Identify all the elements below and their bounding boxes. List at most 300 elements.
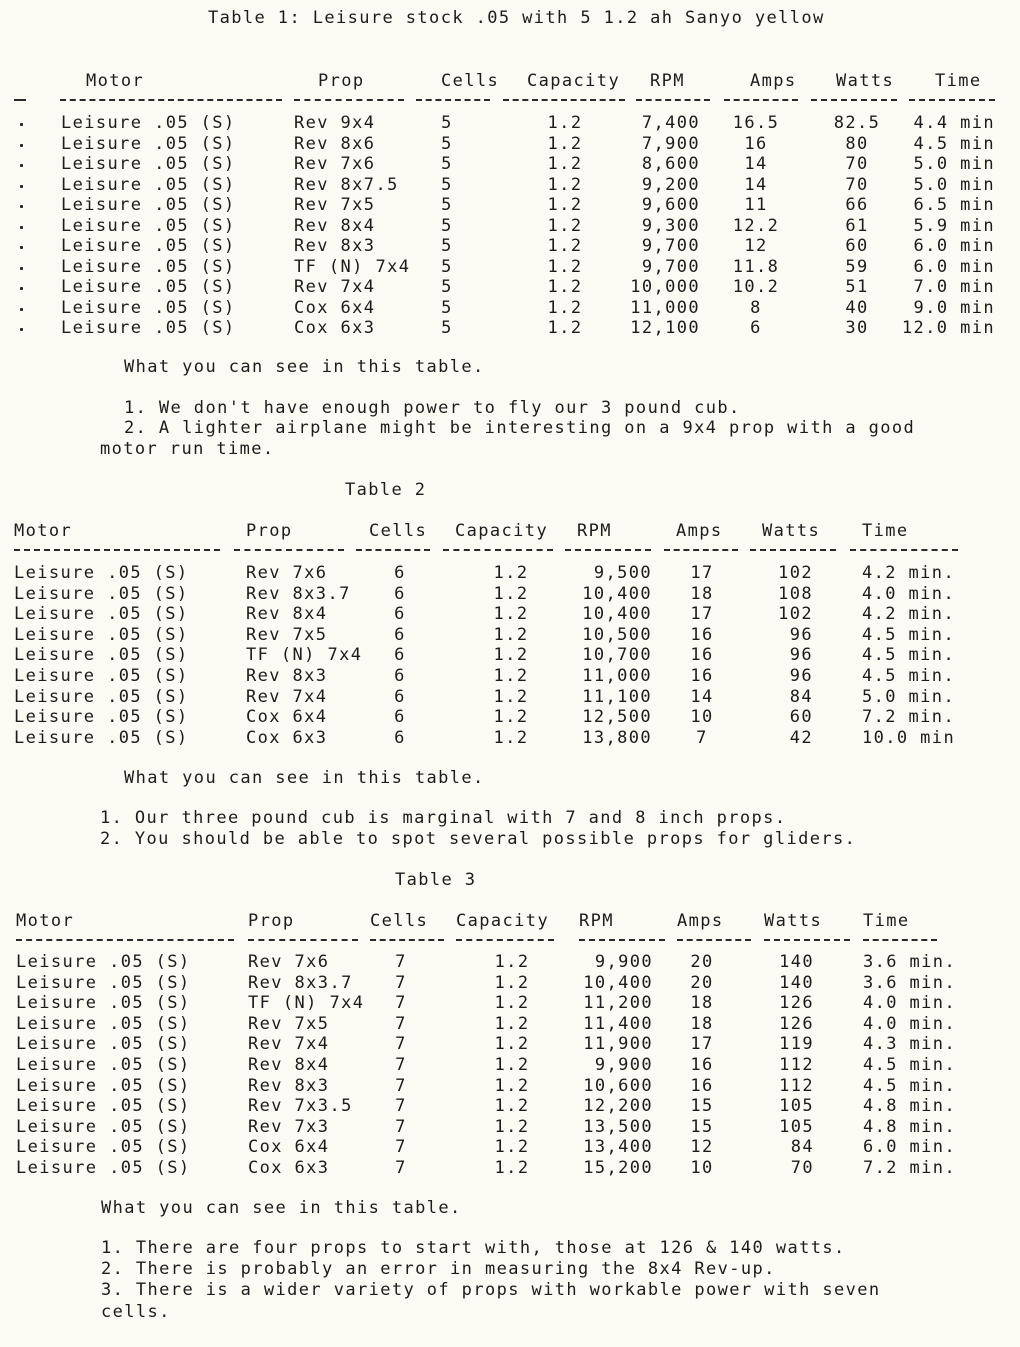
cell-time: 4.5 min. [863, 1055, 957, 1075]
table3-header-rule [677, 939, 751, 941]
cell-time: 4.8 min. [863, 1116, 957, 1137]
cell-watts: 82.5 [833, 113, 881, 133]
cell-motor: Leisure .05 (S) [14, 624, 189, 645]
cell-cells: 5 [441, 256, 453, 277]
cell-cells: 7 [395, 1075, 407, 1096]
cell-cells: 7 [395, 1034, 407, 1055]
table3-header-cells: Cells [370, 911, 429, 931]
cell-time: 4.0 min. [863, 993, 957, 1014]
table3-header-rpm: RPM [579, 911, 614, 931]
cell-capacity: 1.2 [494, 1075, 530, 1096]
cell-cells: 6 [394, 727, 406, 748]
cell-watts: 84 [789, 686, 813, 707]
table1-note-1: 1. We don't have enough power to fly our 3 pound cub. [124, 398, 741, 418]
cell-rpm: 9,600 [641, 195, 700, 215]
table-row [0, 1117, 1020, 1137]
table1-notes-heading: What you can see in this table. [124, 357, 485, 377]
cell-time: 4.3 min. [863, 1034, 957, 1055]
cell-rpm: 11,200 [583, 993, 653, 1014]
cell-watts: 66 [845, 195, 869, 215]
cell-prop: TF (N) 7x4 [248, 993, 365, 1014]
cell-cells: 5 [441, 195, 453, 215]
cell-prop: Rev 7x3.5 [248, 1096, 353, 1117]
table-row [0, 1034, 1020, 1054]
table1-header-rule [60, 99, 282, 101]
table3-header-rule [579, 939, 665, 941]
table-row [0, 666, 1020, 686]
cell-capacity: 1.2 [493, 624, 529, 645]
table2-header-rule [750, 549, 836, 551]
cell-prop: Rev 8x3 [294, 236, 376, 256]
cell-watts: 105 [779, 1096, 814, 1117]
cell-capacity: 1.2 [494, 993, 530, 1014]
cell-cells: 7 [395, 952, 407, 972]
cell-motor: Leisure .05 (S) [61, 256, 236, 277]
cell-prop: Rev 8x4 [246, 604, 328, 625]
cell-amps: 20 [690, 972, 714, 993]
table-row [0, 134, 1020, 154]
cell-capacity: 1.2 [547, 297, 583, 318]
table2-header-rule [14, 549, 220, 551]
cell-motor: Leisure .05 (S) [16, 1158, 191, 1178]
cell-capacity: 1.2 [494, 1096, 530, 1117]
table-row [0, 175, 1020, 195]
cell-amps: 17 [690, 563, 714, 583]
table2-title: Table 2 [345, 480, 427, 500]
cell-cells: 5 [441, 113, 453, 133]
cell-rpm: 9,900 [594, 952, 653, 972]
cell-rpm: 12,100 [630, 318, 700, 338]
table-row [0, 584, 1020, 604]
cell-capacity: 1.2 [493, 604, 529, 625]
cell-rpm: 12,500 [582, 707, 652, 728]
table-row [0, 1014, 1020, 1034]
cell-watts: 60 [789, 707, 813, 728]
table2-note-2: 2. You should be able to spot several possible props for gliders. [100, 829, 857, 849]
cell-capacity: 1.2 [547, 215, 583, 236]
table3-header-rule [248, 939, 358, 941]
cell-motor: Leisure .05 (S) [61, 236, 236, 256]
table1-header-prop: Prop [318, 71, 365, 91]
table1-note-2: 2. A lighter airplane might be interesting on a 9x4 prop with a good [124, 418, 916, 438]
row-bullet [20, 328, 23, 331]
cell-time: 4.0 min. [863, 1013, 957, 1034]
cell-watts: 140 [779, 972, 814, 993]
cell-time: 4.5 min [913, 133, 995, 154]
cell-rpm: 8,600 [641, 154, 700, 174]
cell-prop: Rev 8x3 [246, 666, 328, 686]
cell-motor: Leisure .05 (S) [16, 1137, 191, 1158]
cell-watts: 102 [778, 563, 813, 583]
cell-rpm: 9,900 [594, 1055, 653, 1075]
cell-cells: 7 [395, 1116, 407, 1137]
table3-header-rule [863, 939, 937, 941]
table-row [0, 1096, 1020, 1116]
cell-capacity: 1.2 [493, 563, 529, 583]
cell-watts: 70 [845, 154, 869, 174]
table3-header-motor: Motor [16, 911, 75, 931]
cell-prop: Cox 6x4 [248, 1137, 330, 1158]
row-bullet [20, 144, 23, 147]
table3-header-amps: Amps [677, 911, 724, 931]
table2-header-rule [443, 549, 553, 551]
cell-cells: 7 [395, 1137, 407, 1158]
cell-rpm: 11,000 [582, 666, 652, 686]
table2-header-rule [356, 549, 430, 551]
table1-header-rule [14, 99, 26, 101]
cell-cells: 6 [394, 624, 406, 645]
table2-header-rule [850, 549, 958, 551]
cell-rpm: 13,800 [582, 727, 652, 748]
cell-motor: Leisure .05 (S) [61, 297, 236, 318]
cell-cells: 5 [441, 174, 453, 195]
cell-rpm: 7,400 [641, 113, 700, 133]
table3-header-rule [764, 939, 850, 941]
cell-time: 4.2 min. [862, 563, 956, 583]
cell-rpm: 9,500 [593, 563, 652, 583]
cell-cells: 7 [395, 1158, 407, 1178]
cell-motor: Leisure .05 (S) [61, 154, 236, 174]
cell-capacity: 1.2 [547, 277, 583, 297]
table-row [0, 236, 1020, 256]
cell-watts: 84 [790, 1137, 814, 1158]
cell-capacity: 1.2 [494, 952, 530, 972]
cell-motor: Leisure .05 (S) [14, 645, 189, 666]
cell-capacity: 1.2 [494, 1055, 530, 1075]
cell-cells: 6 [394, 604, 406, 625]
cell-amps: 16 [690, 1055, 714, 1075]
cell-time: 5.0 min [913, 174, 995, 195]
cell-capacity: 1.2 [494, 972, 530, 993]
cell-prop: TF (N) 7x4 [246, 645, 363, 666]
cell-motor: Leisure .05 (S) [61, 113, 236, 133]
table-row [0, 257, 1020, 277]
cell-watts: 96 [789, 645, 813, 666]
cell-rpm: 10,500 [582, 624, 652, 645]
cell-capacity: 1.2 [493, 645, 529, 666]
cell-time: 9.0 min [913, 297, 995, 318]
table3-note-4: cells. [101, 1302, 171, 1322]
table1-header-rpm: RPM [650, 71, 685, 91]
row-bullet [20, 205, 23, 208]
cell-motor: Leisure .05 (S) [16, 1075, 191, 1096]
table3-notes-heading: What you can see in this table. [101, 1198, 462, 1218]
table1-header-motor: Motor [86, 71, 145, 91]
table2-header-rule [565, 549, 651, 551]
cell-time: 6.5 min [913, 195, 995, 215]
table3-note-1: 1. There are four props to start with, those at 126 & 140 watts. [101, 1238, 846, 1258]
table-row [0, 1076, 1020, 1096]
cell-time: 7.2 min. [862, 707, 956, 728]
cell-time: 4.5 min. [862, 645, 956, 666]
cell-motor: Leisure .05 (S) [61, 174, 236, 195]
cell-amps: 11 [744, 195, 768, 215]
table3-header-rule [370, 939, 444, 941]
cell-capacity: 1.2 [494, 1034, 530, 1055]
cell-amps: 12 [744, 236, 768, 256]
cell-rpm: 9,300 [641, 215, 700, 236]
cell-rpm: 11,900 [583, 1034, 653, 1055]
cell-cells: 7 [395, 993, 407, 1014]
cell-watts: 60 [845, 236, 869, 256]
cell-watts: 105 [779, 1116, 814, 1137]
table1-header-rule [909, 99, 995, 101]
table2-note-1: 1. Our three pound cub is marginal with 7 and 8 inch props. [100, 808, 787, 828]
cell-amps: 12 [690, 1137, 714, 1158]
cell-amps: 6 [750, 318, 762, 338]
cell-capacity: 1.2 [547, 195, 583, 215]
cell-amps: 10 [690, 707, 714, 728]
table1-title: Table 1: Leisure stock .05 with 5 1.2 ah Sanyo yellow [208, 8, 825, 28]
cell-cells: 6 [394, 563, 406, 583]
cell-cells: 5 [441, 318, 453, 338]
cell-prop: Rev 8x3 [248, 1075, 330, 1096]
cell-prop: Rev 7x5 [248, 1013, 330, 1034]
cell-prop: Rev 7x6 [246, 563, 328, 583]
cell-amps: 18 [690, 1013, 714, 1034]
table-row [0, 113, 1020, 133]
cell-prop: Cox 6x3 [294, 318, 376, 338]
table1-header-capacity: Capacity [527, 71, 621, 91]
cell-motor: Leisure .05 (S) [14, 666, 189, 686]
cell-prop: Rev 8x6 [294, 133, 376, 154]
table-row [0, 604, 1020, 624]
cell-cells: 5 [441, 154, 453, 174]
cell-amps: 16.5 [732, 113, 780, 133]
cell-motor: Leisure .05 (S) [16, 972, 191, 993]
cell-watts: 126 [779, 1013, 814, 1034]
cell-rpm: 7,900 [641, 133, 700, 154]
cell-prop: Cox 6x3 [248, 1158, 330, 1178]
cell-rpm: 10,600 [583, 1075, 653, 1096]
table2-header-prop: Prop [246, 521, 293, 541]
row-bullet [20, 287, 23, 290]
table3-header-time: Time [863, 911, 910, 931]
table-row [0, 707, 1020, 727]
cell-cells: 5 [441, 236, 453, 256]
cell-time: 7.0 min [913, 277, 995, 297]
cell-time: 7.2 min. [863, 1158, 957, 1178]
table-row [0, 993, 1020, 1013]
cell-prop: Rev 8x7.5 [294, 174, 399, 195]
cell-capacity: 1.2 [547, 133, 583, 154]
table1-note-3: motor run time. [100, 439, 275, 459]
cell-cells: 6 [394, 666, 406, 686]
cell-watts: 112 [779, 1055, 814, 1075]
cell-prop: Cox 6x4 [294, 297, 376, 318]
cell-prop: Rev 9x4 [294, 113, 376, 133]
cell-motor: Leisure .05 (S) [16, 1116, 191, 1137]
table2-notes-heading: What you can see in this table. [124, 768, 485, 788]
cell-prop: Rev 7x3 [248, 1116, 330, 1137]
cell-amps: 17 [690, 604, 714, 625]
cell-prop: TF (N) 7x4 [294, 256, 411, 277]
cell-capacity: 1.2 [493, 707, 529, 728]
cell-rpm: 11,100 [582, 686, 652, 707]
cell-amps: 12.2 [732, 215, 780, 236]
cell-time: 4.5 min. [863, 1075, 957, 1096]
cell-prop: Rev 8x3.7 [246, 583, 351, 604]
row-bullet [20, 246, 23, 249]
cell-motor: Leisure .05 (S) [61, 318, 236, 338]
cell-capacity: 1.2 [547, 318, 583, 338]
cell-capacity: 1.2 [494, 1158, 530, 1178]
cell-rpm: 11,400 [583, 1013, 653, 1034]
cell-time: 4.0 min. [862, 583, 956, 604]
cell-cells: 6 [394, 686, 406, 707]
table1-header-rule [636, 99, 710, 101]
cell-capacity: 1.2 [547, 113, 583, 133]
cell-amps: 20 [690, 952, 714, 972]
table2-header-rule [234, 549, 344, 551]
cell-capacity: 1.2 [547, 236, 583, 256]
table-row [0, 1137, 1020, 1157]
table2-header-motor: Motor [14, 521, 73, 541]
cell-watts: 102 [778, 604, 813, 625]
cell-motor: Leisure .05 (S) [14, 563, 189, 583]
cell-capacity: 1.2 [494, 1116, 530, 1137]
cell-cells: 5 [441, 277, 453, 297]
cell-time: 4.5 min. [862, 666, 956, 686]
cell-cells: 5 [441, 297, 453, 318]
cell-watts: 96 [789, 624, 813, 645]
cell-prop: Rev 8x4 [294, 215, 376, 236]
table-row [0, 1158, 1020, 1178]
cell-time: 3.6 min. [863, 952, 957, 972]
cell-motor: Leisure .05 (S) [14, 604, 189, 625]
cell-time: 5.0 min. [862, 686, 956, 707]
row-bullet [20, 226, 23, 229]
table2-header-rule [664, 549, 738, 551]
table1-header-rule [724, 99, 798, 101]
cell-motor: Leisure .05 (S) [14, 686, 189, 707]
cell-amps: 14 [690, 686, 714, 707]
cell-time: 4.5 min. [862, 624, 956, 645]
cell-amps: 14 [744, 154, 768, 174]
table2-header-watts: Watts [762, 521, 821, 541]
cell-time: 6.0 min [913, 256, 995, 277]
cell-rpm: 10,400 [583, 972, 653, 993]
row-bullet [20, 123, 23, 126]
cell-prop: Cox 6x3 [246, 727, 328, 748]
cell-amps: 16 [690, 624, 714, 645]
cell-prop: Rev 7x6 [294, 154, 376, 174]
cell-prop: Rev 7x5 [246, 624, 328, 645]
cell-rpm: 10,000 [630, 277, 700, 297]
table3-note-2: 2. There is probably an error in measuring the 8x4 Rev-up. [101, 1259, 776, 1279]
table-row [0, 625, 1020, 645]
table-row [0, 645, 1020, 665]
cell-time: 5.0 min [913, 154, 995, 174]
cell-amps: 10 [690, 1158, 714, 1178]
cell-rpm: 13,400 [583, 1137, 653, 1158]
cell-prop: Rev 7x4 [246, 686, 328, 707]
cell-watts: 96 [789, 666, 813, 686]
cell-cells: 7 [395, 1096, 407, 1117]
cell-watts: 30 [845, 318, 869, 338]
table3-note-3: 3. There is a wider variety of props with workable power with seven [101, 1280, 881, 1300]
cell-prop: Rev 8x3.7 [248, 972, 353, 993]
cell-amps: 16 [690, 645, 714, 666]
table1-header-cells: Cells [441, 71, 500, 91]
table3-header-rule [456, 939, 554, 941]
cell-amps: 18 [690, 993, 714, 1014]
cell-motor: Leisure .05 (S) [16, 1034, 191, 1055]
cell-capacity: 1.2 [547, 154, 583, 174]
table2-header-amps: Amps [676, 521, 723, 541]
cell-amps: 16 [690, 666, 714, 686]
table-row [0, 216, 1020, 236]
cell-cells: 6 [394, 645, 406, 666]
cell-amps: 15 [690, 1096, 714, 1117]
table3-header-capacity: Capacity [456, 911, 550, 931]
cell-capacity: 1.2 [547, 256, 583, 277]
cell-rpm: 9,700 [641, 256, 700, 277]
table1-header-watts: Watts [836, 71, 895, 91]
row-bullet [20, 308, 23, 311]
cell-amps: 11.8 [732, 256, 780, 277]
table-row [0, 154, 1020, 174]
cell-amps: 18 [690, 583, 714, 604]
cell-amps: 7 [696, 727, 708, 748]
table3-header-watts: Watts [764, 911, 823, 931]
cell-time: 3.6 min. [863, 972, 957, 993]
cell-watts: 61 [845, 215, 869, 236]
cell-motor: Leisure .05 (S) [16, 1096, 191, 1117]
cell-watts: 119 [779, 1034, 814, 1055]
cell-time: 5.9 min [913, 215, 995, 236]
cell-rpm: 10,400 [582, 583, 652, 604]
table-row [0, 277, 1020, 297]
cell-prop: Cox 6x4 [246, 707, 328, 728]
cell-rpm: 11,000 [630, 297, 700, 318]
table-row [0, 973, 1020, 993]
table1-header-time: Time [935, 71, 982, 91]
table-row [0, 298, 1020, 318]
cell-watts: 51 [845, 277, 869, 297]
cell-watts: 140 [779, 952, 814, 972]
table2-header-cells: Cells [369, 521, 428, 541]
cell-amps: 15 [690, 1116, 714, 1137]
cell-rpm: 10,700 [582, 645, 652, 666]
cell-time: 6.0 min [913, 236, 995, 256]
table3-header-prop: Prop [248, 911, 295, 931]
cell-capacity: 1.2 [494, 1137, 530, 1158]
table1-header-rule [503, 99, 625, 101]
table-row [0, 728, 1020, 748]
cell-time: 4.4 min [913, 113, 995, 133]
cell-watts: 126 [779, 993, 814, 1014]
table-row [0, 318, 1020, 338]
cell-prop: Rev 7x5 [294, 195, 376, 215]
row-bullet [20, 164, 23, 167]
cell-amps: 16 [690, 1075, 714, 1096]
table1-header-rule [294, 99, 404, 101]
cell-time: 6.0 min. [863, 1137, 957, 1158]
cell-prop: Rev 7x4 [294, 277, 376, 297]
cell-time: 4.2 min. [862, 604, 956, 625]
cell-time: 12.0 min [901, 318, 995, 338]
cell-watts: 42 [789, 727, 813, 748]
cell-cells: 6 [394, 707, 406, 728]
cell-amps: 14 [744, 174, 768, 195]
cell-motor: Leisure .05 (S) [61, 133, 236, 154]
table2-header-time: Time [862, 521, 909, 541]
cell-prop: Rev 7x4 [248, 1034, 330, 1055]
cell-watts: 108 [778, 583, 813, 604]
table2-header-rpm: RPM [577, 521, 612, 541]
cell-rpm: 10,400 [582, 604, 652, 625]
